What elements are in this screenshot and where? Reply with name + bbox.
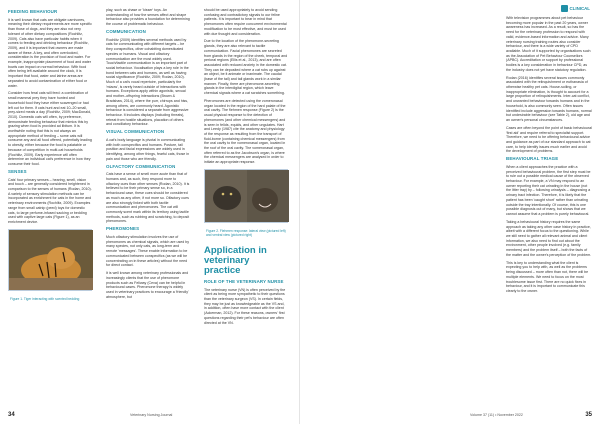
paragraph: The veterinary nurse (VN) is often perceived by the client as being more sympathetic to their questions than the veterinary surgeon (VS). In certain fields, they may be just as knowledgeable as the VS and, in addition, often have more contact with the client (Ackerman, 2012). For these reasons, owners' first questions regarding their pet's behaviour are often directed at the VN. (204, 287, 286, 325)
paragraph: Pheromones are detected using the vomeronasal organ located in the region of the hard palate of the oral cavity. The flehmen response (Figure 2) is the usual physical response to the detection of pheromones (and other chemical messengers) and is seen in felids, equids, and other ungulates. Hart and Leedy (1987) cite the anatomy and physiology of the response as resulting from the transport of fluid-borne (containing chemical messengers) from the oral cavity to the vomeronasal organ, located in the roof of the oral cavity. The vomeronasal organ, often referred to as the Jacobson's organ, is where the chemical messengers are analysed in order to initiate an appropriate response. (204, 99, 286, 165)
application-heading: Application in veterinary practice (204, 244, 267, 276)
paragraph: Cats have a sense of smell more acute than that of humans and, as such, they respond more to olfactory cues than other senses (Rodan, 2010). It is believed to be their primary sense so, in a behavioural case, these cues should be considered as much as any other, if not more so. Olfactory cues are also strongly linked with both tactile communication and pheromones. The cat will commonly scent mark within its territory using tactile methods, such as rubbing and scratching, to deposit pheromones. (106, 172, 190, 224)
right-column-1 (506, 16, 592, 297)
paragraph: Rodan (2016) identifies several issues commonly associated with the relinquishment or euthanasia of otherwise healthy pet cats. House-soiling, or inappropriate elimination, is thought to account for a large proportion of relinquishments. Inter-cat conflict, and unwanted behaviour towards humans and in the household, is also commonly seen. Often issues identified include aggression towards humans, normal but undesirable behaviour (see Table 2), old age and an owner's personal circumstances. (506, 75, 592, 122)
clinical-label: CLINICAL (569, 6, 590, 11)
paragraph: It is well known that cats are obligate carnivores, meaning their dietary requirements are more specific than those of dogs, and they are also not very tolerant of other dietary compositions (Rochlitz, 2009). Cats also have particular habits when it comes to feeding and drinking behaviour (Rochlitz, 2009), and it is important that owners are made aware of these. A key, and often overlooked, consideration is the provision of food and water. For example, inappropriate placement of food and water bowls can impact on normal behaviour. With food often being left available around the clock, it is important that food, water and latrine areas are separated to avoid contamination of either food or water. (8, 17, 92, 88)
journal-name: Veterinary Nursing Journal (130, 413, 173, 417)
behavioural-triage-heading: BEHAVIOURAL TRIAGE (506, 156, 559, 162)
page-number: 35 (585, 412, 592, 418)
paragraph: When a client approaches the practice with a perceived behavioural problem, the first step must be to rule out a possible medical cause of the observed behaviour. For example, a VN may respond to an owner reporting their cat urinating in the house (not the litter tray) by – following urinalysis – diagnosing a urinary tract infection. Therefore, it is likely that the patient has been 'caught short' rather than urinating outside the tray intentionally. Of course, this is one possible diagnosis out of many, but shows that we cannot assume that a problem is purely behavioural. (506, 164, 591, 216)
figure-1-caption: Figure 1. Tiger interacting with scented bedding (10, 296, 80, 301)
communication-heading: COMMUNICATION (106, 29, 146, 34)
paragraph: It is well known among veterinary professionals and increasingly clients that the use of pheromone products such as Feliway (Ceva) can be helpful in behavioural cases. Pheromone therapy is widely used in veterinary practices to encourage a 'friendly' atmosphere, but (106, 271, 189, 299)
paragraph: play, such as chase or 'kisser' toys. An understanding of how the senses affect and shape behaviour also provides a foundation for determining the course of problematic behaviour. (106, 8, 190, 27)
cat-flehmen-photo (205, 170, 289, 222)
paragraph: A cat's body language is pivotal in communicating with both conspecifics and humans. Posture, tail position and facial expressions are widely used in identifying, among other things, fearful cats, those in pain and those who are friendly. (106, 137, 190, 161)
left-column-1 (8, 8, 92, 304)
olfactory-communication-heading: OLFACTORY COMMUNICATION (106, 163, 176, 169)
paragraph: This is key to understanding what the client is expecting you to help with, as well as the problems being discussed – more often than not, there will be multiple elements. We need to focus on the most troublesome issue first. There are no quick fixes in behaviour, and it is important to communicate this clearly to the owner. (506, 260, 589, 293)
paragraph: Taking a behavioural history requires the same approach as taking any other case history in practice, albeit with a different focus to the questioning. While we still need to gather all relevant animal and client information, we also need to find out about the environment, other people involved (e.g. family members) and the problem itself – both the facts of the matter and the owner's perception of the problem. (506, 219, 592, 257)
paragraph: Cases are often beyond the point of basic behavioural 'first aid' and require referral to specialist support. Therefore, we need to be offering behavioural advice and guidance as part of our standard approach to cat care, to help identify issues much earlier and avoid the development of problems. (506, 125, 592, 154)
section-label (561, 5, 591, 12)
paragraph: With television programmes about pet behaviour becoming more popular in the past 20 years, owner awareness has increased. As a result, so has the need for the veterinary profession to respond with valid, evidence-based information and advice. Many veterinary nursing training routes also consider behaviour, and there is a wide variety of CPD available. Much of it supported by organisations such as the Association of Pet Behaviour Counsellors (APBC). Accreditation or support by professional bodies is a key consideration in behaviour CPD, as the industry does not yet have statutory regulation. (506, 16, 591, 72)
left-column-3 (204, 8, 288, 328)
right-page (300, 0, 600, 424)
senses-heading: SENSES (8, 168, 27, 174)
paragraph: should be used appropriately to avoid sending confusing and contradictory signals to our feline patients. It is important to bear in mind that pheromones often require concurrent environmental modification to be most effective, and must be used with due thought and consideration. (204, 8, 287, 36)
figure-1 (8, 229, 92, 291)
paragraph: Due to the location of the pheromone-secreting glands, they are also relevant to tactile communication. Facial pheromones are secreted from glands in the region of the cheek, temporal and perioral regions (Ellis et al., 2013), and are often associated with reduced anxiety in the domestic cat. They can be deposited where a cat rubs up against an object, be it animate or inanimate. The caudal (base of the tail) and tail glands work in a similar manner. Finally, there are pheromone-secreting glands in the interdigital region, which leave chemical signals where a cat scratches something. (204, 39, 288, 96)
figure-2-caption: Figure 2. Flehmen response: lateral view (pictured left) and ventral view (pictured right) (206, 228, 286, 237)
paragraph: Much olfactory stimulation involves the use of pheromones as chemical signals, which are used by many species, not only cats, as long-term and remote 'messages'. These enable information to be communicated between conspecifics (as we will be concentrating on in these articles) without the need for direct contact. (106, 234, 190, 268)
right-footer (300, 410, 600, 418)
left-footer (0, 410, 300, 418)
tiger-photo (9, 230, 93, 290)
paragraph: Cats' four primary senses – hearing, smell, vision and touch – are generally considered heightened in comparison to the senses of humans (Rodan, 2010). A variety of sensory stimulation methods can be incorporated as enrichment for cats in the home and veterinary environments (Rochlitz, 2009). Examples range from small catnip (peed) toys for domestic cats, to large perfume-infused sacking or bedding used with captive large cats (Figure 1), as an enrichment device. (8, 177, 92, 224)
figure-2 (204, 169, 288, 223)
pheromones-heading: PHEROMONES (106, 226, 140, 232)
page-number: 34 (8, 412, 15, 418)
feeding-behaviour-heading: FEEDING BEHAVIOUR (8, 9, 58, 14)
role-of-vn-heading: ROLE OF THE VETERINARY NURSE (204, 278, 284, 284)
left-column-2 (106, 8, 190, 303)
paragraph: Rochlitz (2009) identifies several methods used by cats for communicating with different targets – be they conspecifics, other cohabiting domesticated species or humans. Visual and olfactory communication are the most widely used. Touch/tactile communication is an important part of social behaviour. Vocalisation plays a key role in the bond between cats and humans, as well as having social significance (Rochlitz, 2009; Rodan, 2010). Much of a cat's vocal repertoire, particularly the 'miaow', is rarely heard outside of interactions with humans. Exceptions apply within agonistic, sexual and mother–offspring interactions (Brown & Bradshaw, 2014), where the purr, chirrups and hiss, among others, are commonly heard. Agonistic behaviour is considered a separate from aggressive behaviour. It includes displays (including threats), retreat from hostile situations, placation of others and conciliatory behaviour. (106, 37, 189, 127)
clinical-icon (561, 5, 568, 12)
visual-communication-heading: VISUAL COMMUNICATION (106, 129, 165, 135)
volume-info: Volume 37 (11) • November 2022 (470, 413, 523, 417)
paragraph: Consider how feral cats will feed: a combination of small mammal prey they have hunted and household food they have either scavenged or had left out for them. If cats hunt and eat 10–20 small, prey-sized meals a day (Rochlitz, 2009; MacDonald, 2010). Domestic cats will often, by preference, demonstrate feeding behaviour that mimics this by grazing when food is provided ad libitum. It is worthwhile noting that this is not always an appropriate method of feeding – some cats will consume any and all food offered, potentially leading to obesity, either because the food is palatable or because of competition in multi-cat households (Rochlitz, 2009). Early experience will often determine an individual cat's preference in how they consume their food. (8, 91, 92, 166)
